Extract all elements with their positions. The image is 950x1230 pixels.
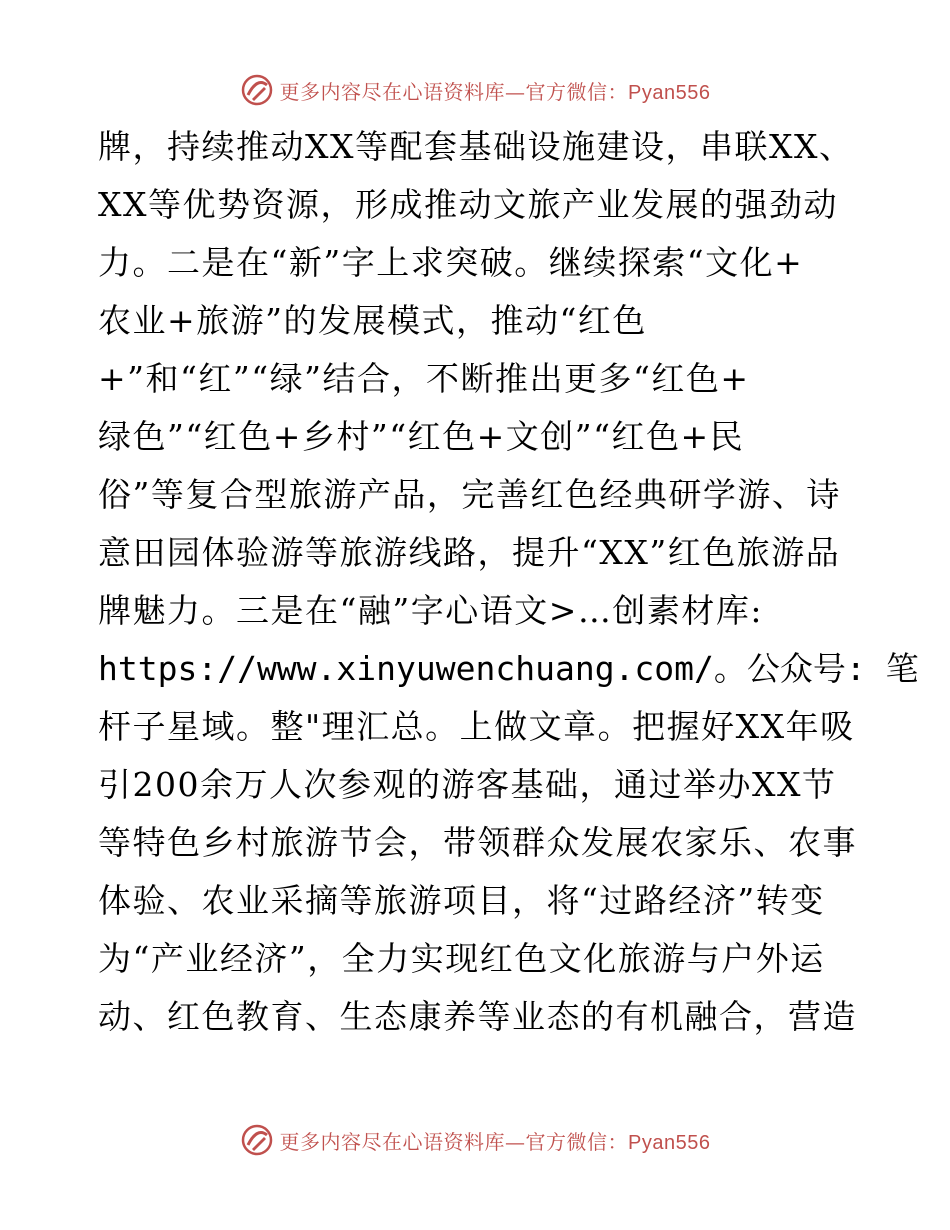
footer-watermark bbox=[0, 1120, 950, 1160]
watermark-text bbox=[280, 1126, 711, 1155]
watermark-prefix: 更多内容尽在心语资料库—官方微信： bbox=[279, 1129, 629, 1154]
watermark-prefix: 更多内容尽在心语资料库—官方微信： bbox=[279, 79, 629, 104]
header-watermark bbox=[0, 70, 950, 110]
text-line: 牌魅力。三是在“融”字心语文>…创素材库: bbox=[98, 591, 764, 630]
text-line: 动、红色教育、生态康养等业态的有机融合，营造 bbox=[98, 997, 857, 1036]
text-line-url: https://www.xinyuwenchuang.com/。公众号: 笔 bbox=[98, 649, 919, 688]
document-body bbox=[98, 118, 919, 1046]
text-line: 体验、农业采摘等旅游项目，将“过路经济”转变 bbox=[98, 881, 825, 920]
text-line: 意田园体验游等旅游线路，提升“XX”红色旅游品 bbox=[98, 533, 841, 572]
text-line: 杆子星域。整"理汇总。上做文章。把握好XX年吸 bbox=[98, 707, 855, 746]
pen-logo-icon bbox=[240, 73, 274, 107]
text-line: 农业+旅游”的发展模式，推动“红色 bbox=[98, 301, 647, 340]
watermark-brand: Pyan556 bbox=[628, 81, 711, 104]
text-line: XX等优势资源，形成推动文旅产业发展的强劲动 bbox=[98, 185, 838, 224]
text-line: 引200余万人次参观的游客基础，通过举办XX节 bbox=[98, 765, 837, 804]
watermark-brand: Pyan556 bbox=[628, 1131, 711, 1154]
watermark-text bbox=[280, 76, 711, 105]
text-line: 力。二是在“新”字上求突破。继续探索“文化+ bbox=[98, 243, 804, 282]
text-line: +”和“红”“绿”结合，不断推出更多“红色+ bbox=[98, 359, 750, 398]
text-line: 牌，持续推动XX等配套基础设施建设，串联XX、 bbox=[98, 127, 854, 166]
text-line: 为“产业经济”，全力实现红色文化旅游与户外运 bbox=[98, 939, 825, 978]
pen-logo-icon bbox=[240, 1123, 274, 1157]
text-line: 俗”等复合型旅游产品，完善红色经典研学游、诗 bbox=[98, 475, 841, 514]
text-line: 绿色”“红色+乡村”“红色+文创”“红色+民 bbox=[98, 417, 745, 456]
text-line: 等特色乡村旅游节会，带领群众发展农家乐、农事 bbox=[98, 823, 857, 862]
